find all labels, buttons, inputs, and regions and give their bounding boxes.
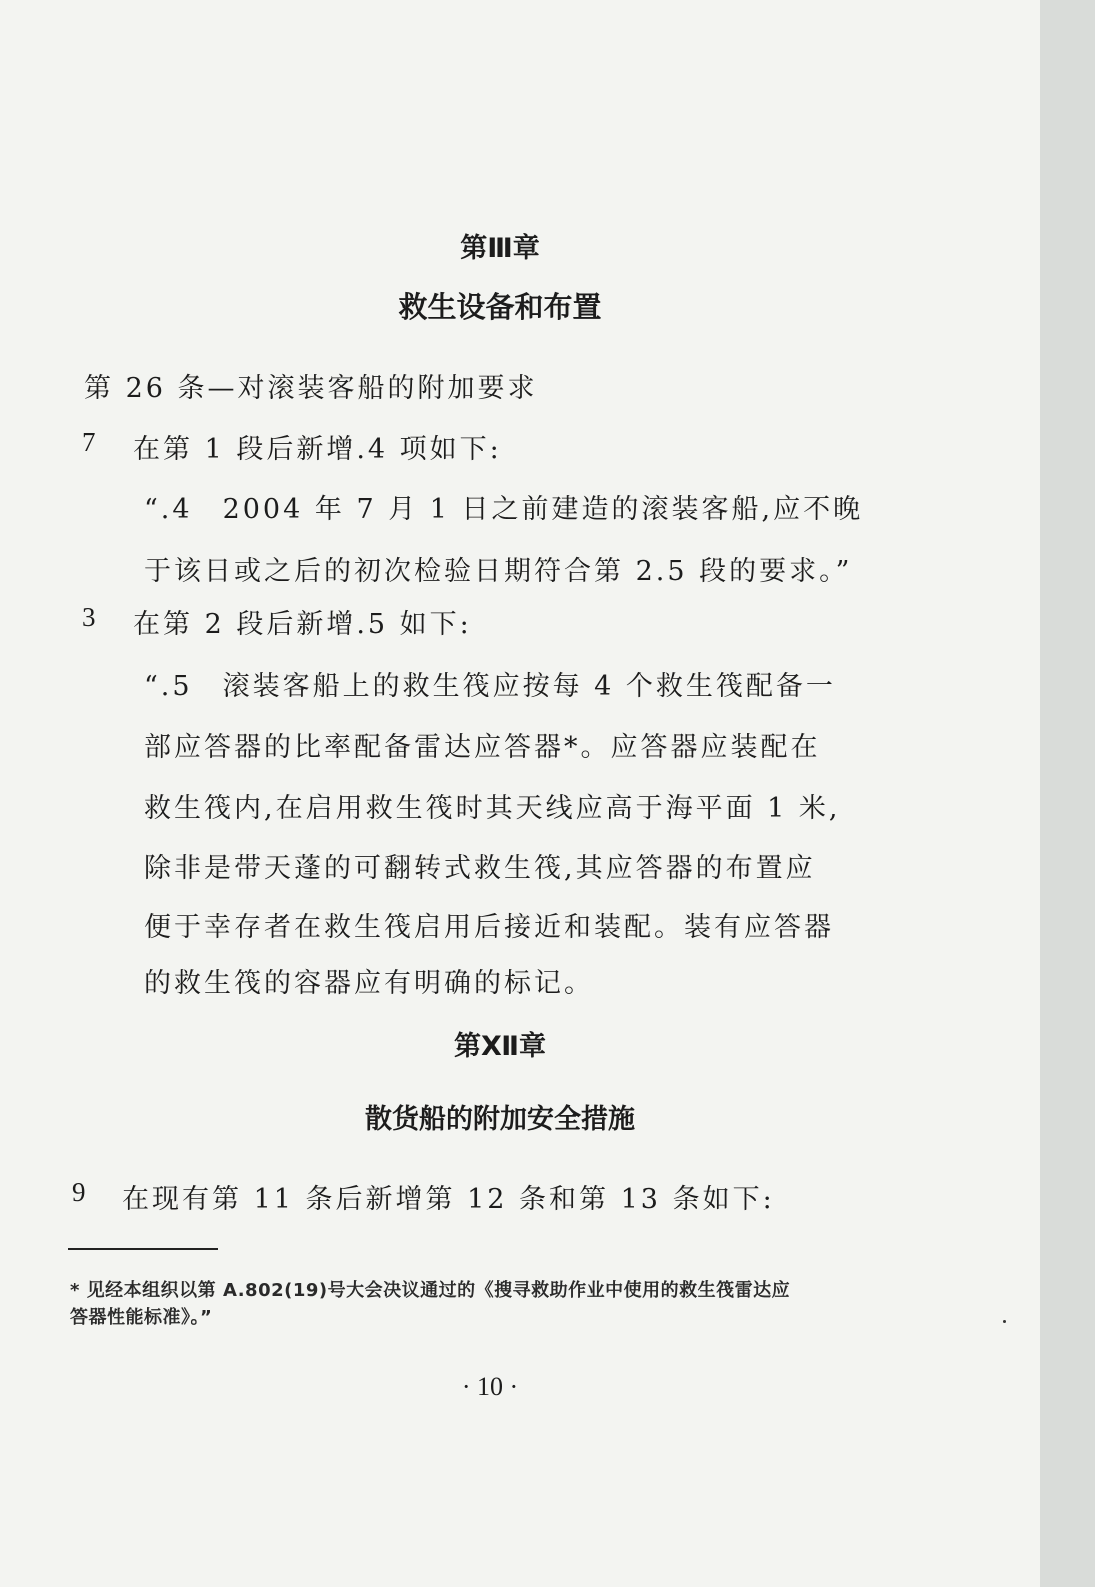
- chapter-12-title: 第Ⅻ章: [454, 1031, 546, 1062]
- item-8-quote-line: 部应答器的比率配备雷达应答器*。应答器应装配在: [144, 732, 821, 763]
- item-8-quote-line: 救生筏内,在启用救生筏时其天线应高于海平面 1 米,: [144, 793, 841, 824]
- item-8-quote-line: 除非是带天蓬的可翻转式救生筏,其应答器的布置应: [144, 853, 816, 884]
- chapter-12-subtitle: 散货船的附加安全措施: [365, 1104, 635, 1135]
- item-8-number: 3: [82, 602, 96, 632]
- item-8-quote-line: 的救生筏的容器应有明确的标记。: [144, 968, 594, 999]
- item-9-text: 在现有第 11 条后新增第 12 条和第 13 条如下:: [122, 1184, 775, 1215]
- footnote-divider: [68, 1248, 218, 1250]
- item-8-intro: 在第 2 段后新增.5 如下:: [133, 609, 472, 640]
- item-7-number: 7: [82, 427, 96, 457]
- chapter-3-title: 第Ⅲ章: [460, 233, 540, 264]
- item-8-quote-line: 便于幸存者在救生筏启用后接近和装配。装有应答器: [144, 912, 834, 943]
- regulation-26-heading: 第 26 条—对滚装客船的附加要求: [84, 373, 538, 404]
- scan-speck: [1003, 1320, 1006, 1323]
- chapter-3-subtitle: 救生设备和布置: [398, 290, 602, 324]
- page-number: · 10 ·: [461, 1372, 519, 1401]
- item-7-intro: 在第 1 段后新增.4 项如下:: [133, 434, 502, 465]
- item-7-quote-line1: “.4 2004 年 7 月 1 日之前建造的滚装客船,应不晚: [144, 494, 864, 525]
- item-9-number: 9: [72, 1177, 86, 1207]
- footnote-line2: 答器性能标准》。”: [70, 1307, 213, 1328]
- scan-edge: [1040, 0, 1095, 1587]
- footnote-line1: * 见经本组织以第 A.802(19)号大会决议通过的《搜寻救助作业中使用的救生筏雷达应: [70, 1280, 791, 1301]
- item-7-quote-line2: 于该日或之后的初次检验日期符合第 2.5 段的要求。”: [144, 556, 853, 587]
- item-8-quote-line: “.5 滚装客船上的救生筏应按每 4 个救生筏配备一: [144, 671, 836, 702]
